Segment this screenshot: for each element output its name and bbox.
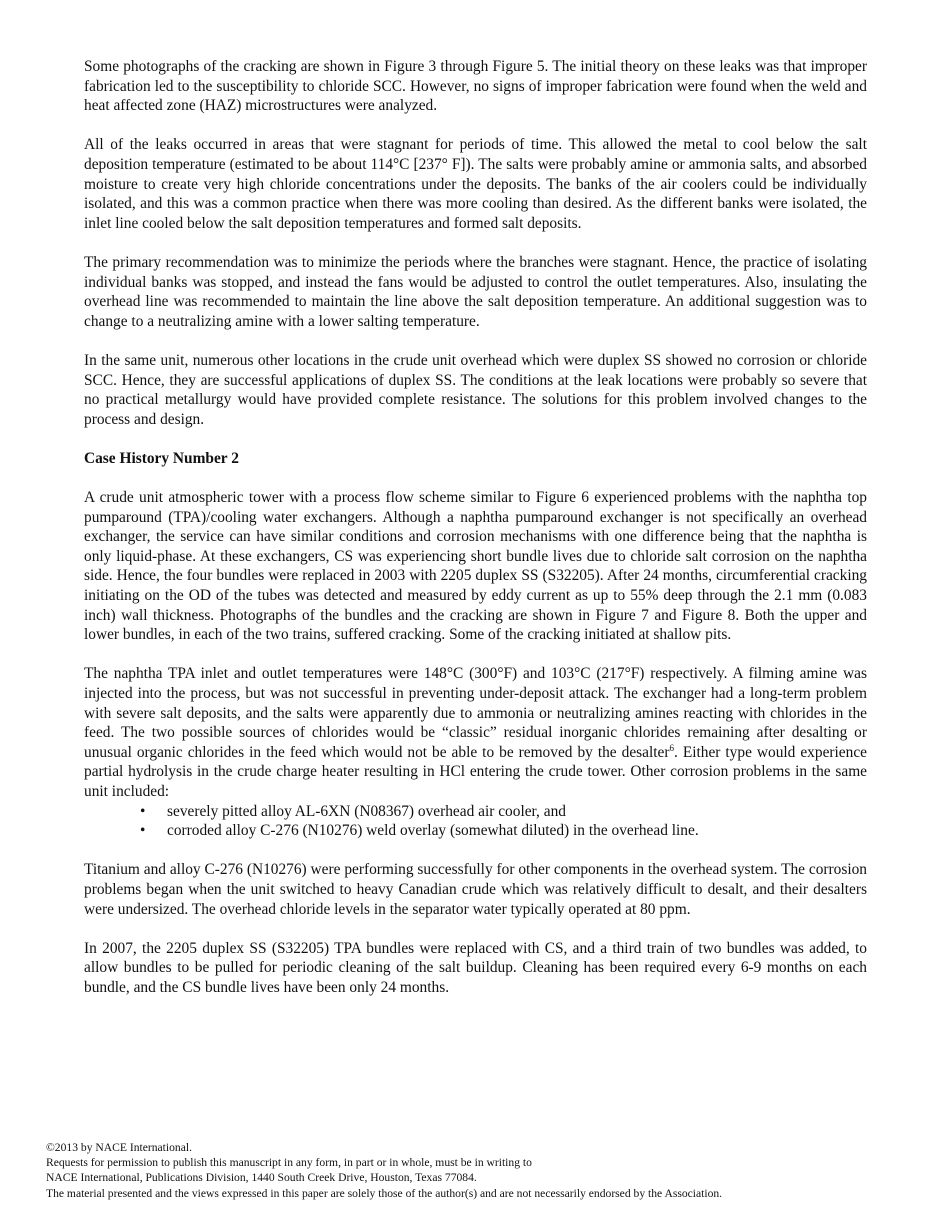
list-item-text: corroded alloy C-276 (N10276) weld overlay (somewhat diluted) in the overhead line. <box>167 822 699 840</box>
paragraph-text: . Either type would experience partial hydrolysis in the crude charge heater resulting in HCl entering the crude tower. Other corrosion problems in the same unit included: <box>84 743 867 800</box>
paragraph: Some photographs of the cracking are shown in Figure 3 through Figure 5. The initial theory on these leaks was that improper fabrication led to the susceptibility to chloride SCC. However, no signs of improper fabrication were found when the weld and heat affected zone (HAZ) microstructures were analyzed. <box>84 58 867 115</box>
bullet-icon: • <box>140 822 146 840</box>
list-item <box>84 802 867 822</box>
paragraph-with-citation <box>84 664 867 801</box>
bullet-icon: • <box>140 802 146 820</box>
paragraph: The primary recommendation was to minimize the periods where the branches were stagnant. Hence, the practice of isolating individual banks was stopped, and instead the fans would be adjusted to control the outlet temperatures. Also, insulating the overhead line was recommended to maintain the line above the salt deposition temperature. An additional suggestion was to change to a neutralizing amine with a lower salting temperature. <box>84 253 867 330</box>
paragraph: Titanium and alloy C-276 (N10276) were performing successfully for other components in the overhead system. The corrosion problems began when the unit switched to heavy Canadian crude which was relatively difficult to desalt, and their desalters were undersized. The overhead chloride levels in the separator water typically operated at 80 ppm. <box>84 861 867 918</box>
paragraph: A crude unit atmospheric tower with a process flow scheme similar to Figure 6 experienced problems with the naphtha top pumparound (TPA)/cooling water exchangers. Although a naphtha pumparound exchanger is not specifically an overhead exchanger, the service can have similar conditions and corrosion mechanisms with one difference being that the naphtha is only liquid-phase. At these exchangers, CS was experiencing short bundle lives due to chloride salt corrosion on the naphtha side. Hence, the four bundles were replaced in 2003 with 2205 duplex SS (S32205). After 24 months, circumferential cracking initiating on the OD of the tubes was detected and measured by eddy current as up to 55% deep through the 2.1 mm (0.083 inch) wall thickness. Photographs of the bundles and the cracking are shown in Figure 7 and Figure 8. Both the upper and lower bundles, in each of the two trains, suffered cracking. Some of the cracking initiated at shallow pits. <box>84 489 867 644</box>
paragraph-text: The naphtha TPA inlet and outlet temperatures were 148°C (300°F) and 103°C (217°F) respectively. A filming amine was injected into the process, but was not successful in preventing under-deposit attack. The exchanger had a long-term problem with severe salt deposits, and the salts were apparently due to ammonia or neutralizing amines reacting with chlorides in the feed. The two possible sources of chlorides would be “classic” residual inorganic chlorides remaining after desalting or unusual organic chlorides in the feed which would not be able to be removed by the desalter <box>84 665 867 761</box>
footer-line: Requests for permission to publish this manuscript in any form, in part or in whole, must be in writing to <box>46 1156 532 1170</box>
section-heading: Case History Number 2 <box>84 449 239 467</box>
list-item <box>84 821 867 841</box>
paragraph: In the same unit, numerous other locations in the crude unit overhead which were duplex SS showed no corrosion or chloride SCC. Hence, they are successful applications of duplex SS. The conditions at the leak locations were probably so severe that no practical metallurgy would have provided complete resistance. The solutions for this problem involved changes to the process and design. <box>84 351 867 428</box>
citation-superscript: 6 <box>669 742 674 753</box>
page-body <box>84 57 867 1017</box>
footer-line: NACE International, Publications Division, 1440 South Creek Drive, Houston, Texas 77084. <box>46 1171 477 1185</box>
copyright-footer <box>46 1140 906 1201</box>
footer-line: The material presented and the views expressed in this paper are solely those of the author(s) and are not necessarily endorsed by the Association. <box>46 1186 723 1200</box>
bullet-list <box>84 802 867 841</box>
list-item-text: severely pitted alloy AL-6XN (N08367) overhead air cooler, and <box>167 802 566 820</box>
footer-line: ©2013 by NACE International. <box>46 1141 192 1154</box>
paragraph: All of the leaks occurred in areas that were stagnant for periods of time. This allowed the metal to cool below the salt deposition temperature (estimated to be about 114°C [237° F]). The salts were probably amine or ammonia salts, and absorbed moisture to create very high chloride concentrations under the deposits. The banks of the air coolers could be individually isolated, and this was a common practice when there was more cooling than desired. As the different banks were isolated, the inlet line cooled below the salt deposition temperatures and formed salt deposits. <box>84 136 867 232</box>
paragraph: In 2007, the 2205 duplex SS (S32205) TPA bundles were replaced with CS, and a third train of two bundles was added, to allow bundles to be pulled for periodic cleaning of the salt buildup. Cleaning has been required every 6-9 months on each bundle, and the CS bundle lives have been only 24 months. <box>84 939 867 996</box>
